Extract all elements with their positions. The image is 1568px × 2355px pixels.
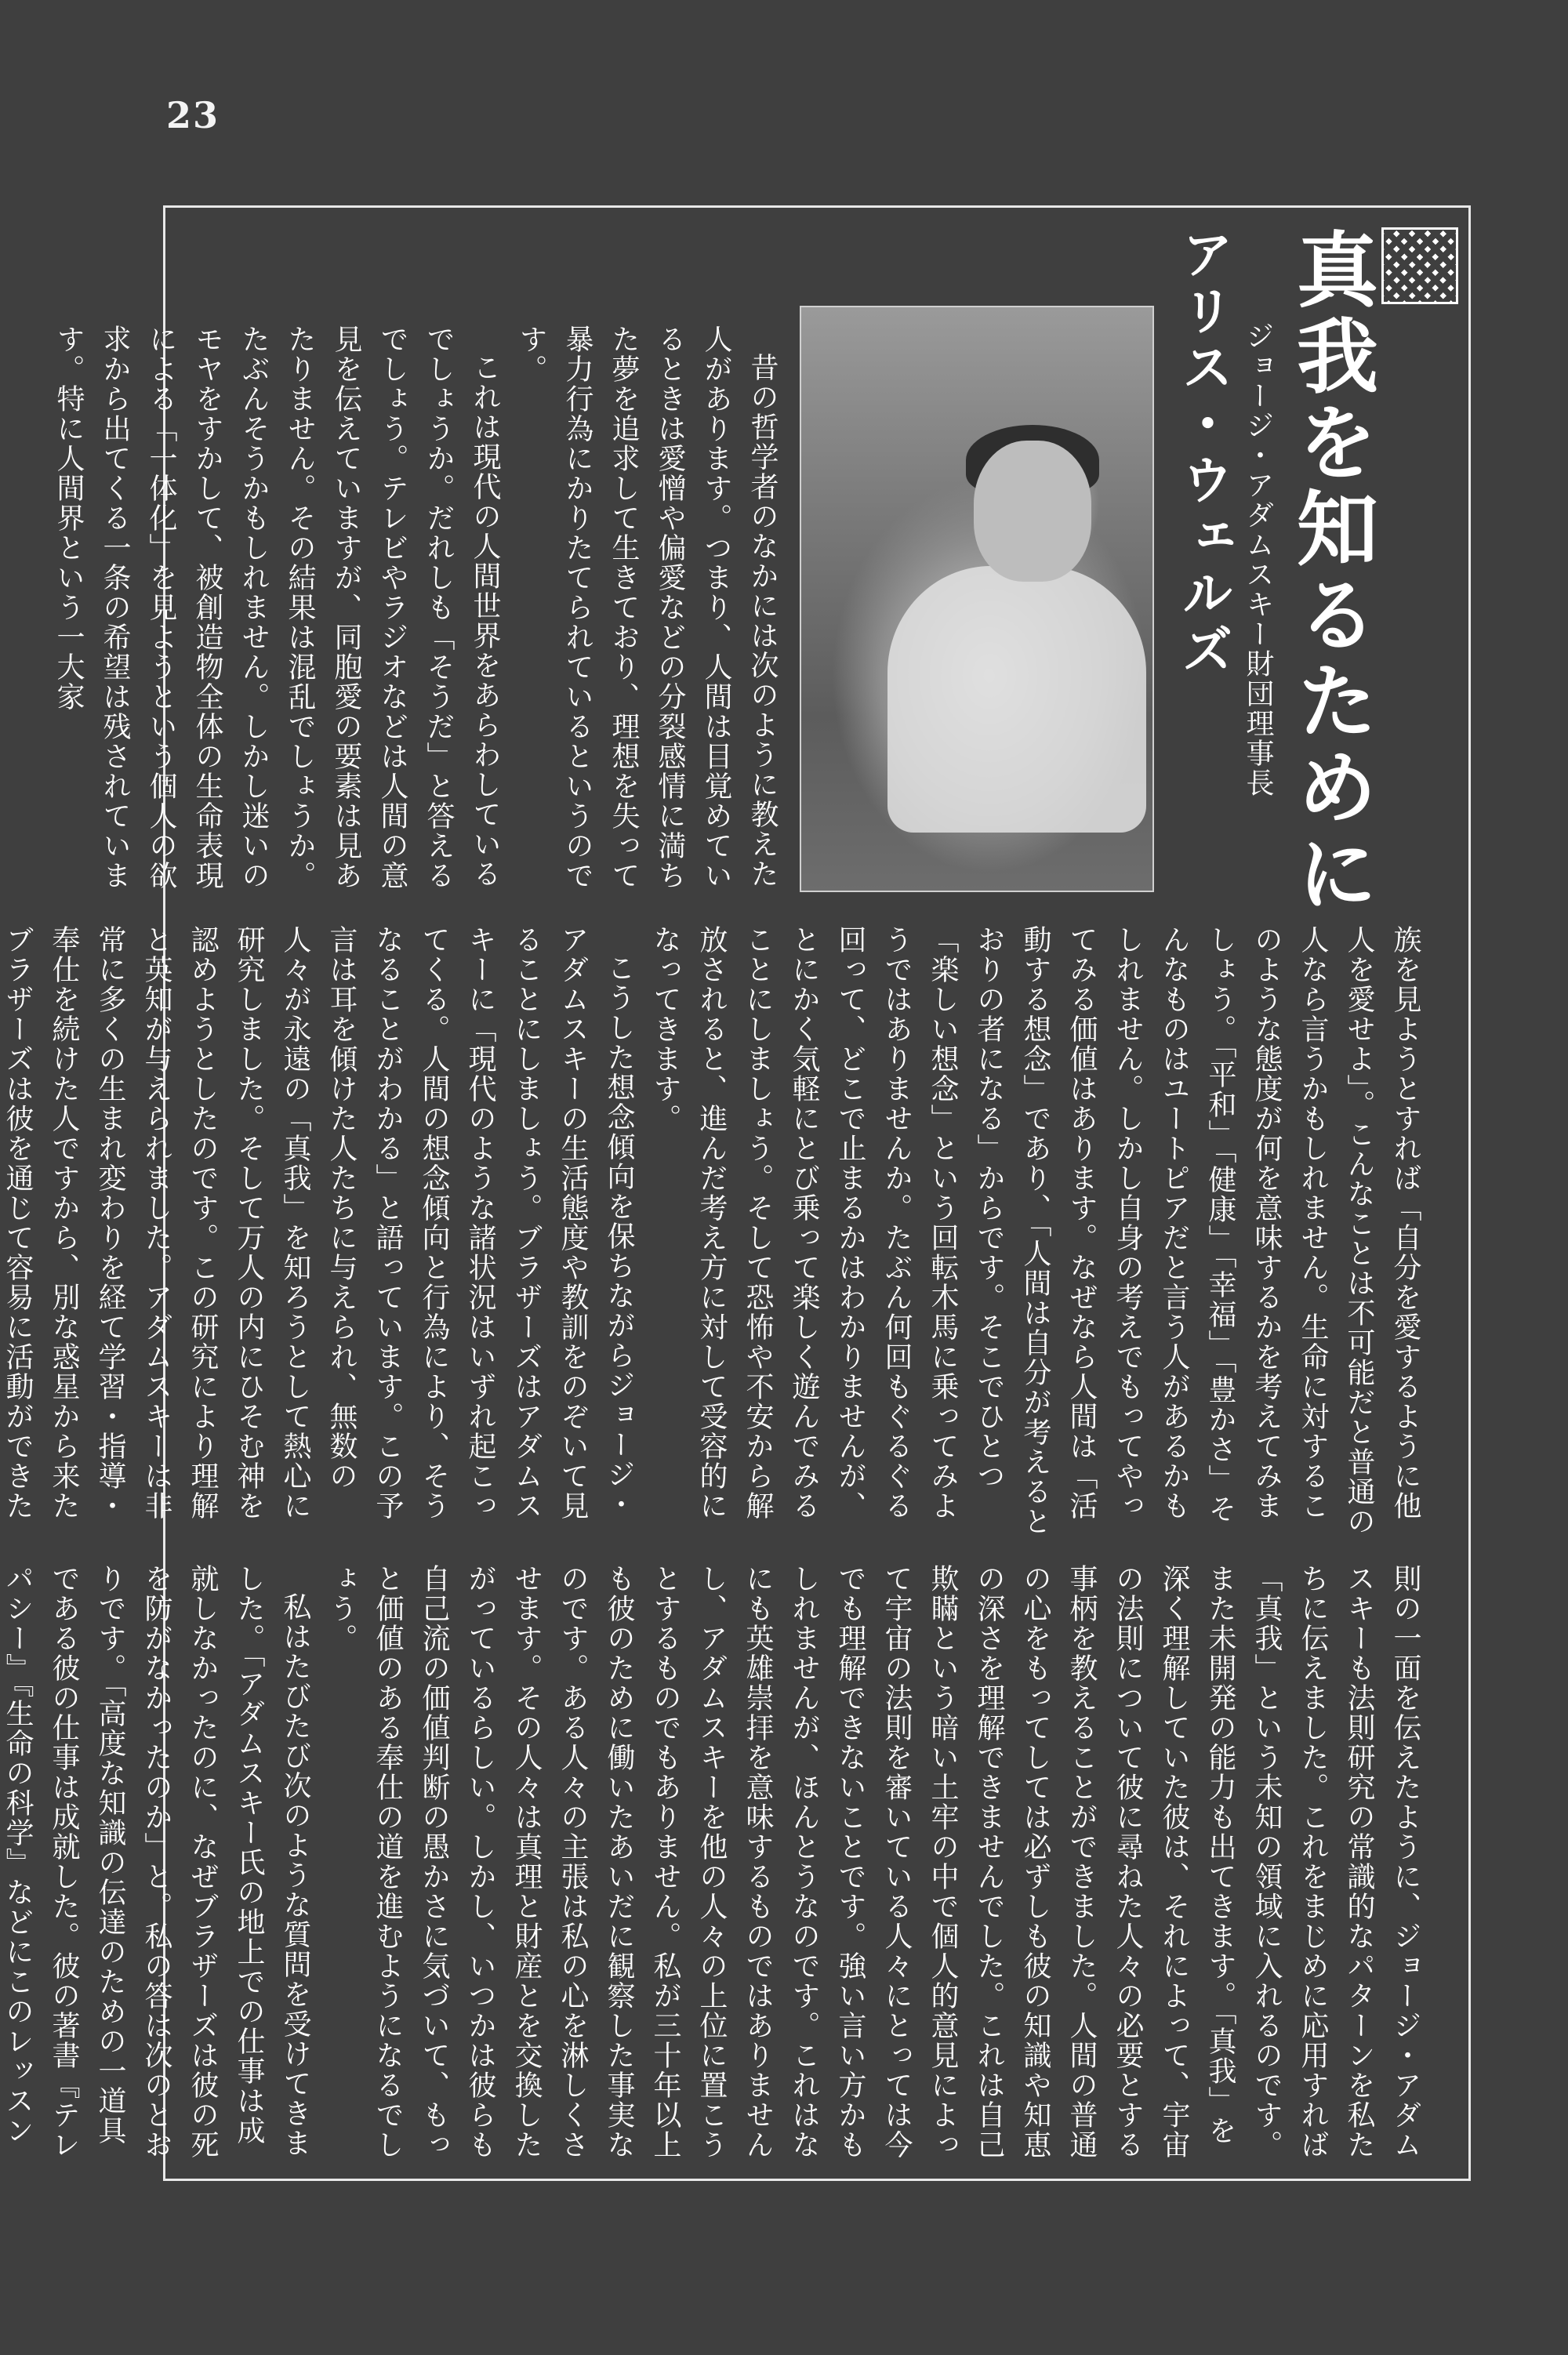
page-number: 23 (166, 94, 220, 136)
photo-dress (887, 566, 1146, 833)
crosshatch-ornament-icon (1381, 227, 1458, 304)
column-top-left (53, 325, 786, 893)
column-middle (2, 925, 1428, 1537)
column-bottom (2, 1564, 1428, 2160)
paragraph: 族を見ようとすれば「自分を愛するように他人を愛せよ」。こんなことは不可能だと普通の人なら言うかもしれません。生命に対するこのような態度が何を意味するかを考えてみましょう。「平和」「健康」「幸福」「豊かさ」そんなものはユートピアだと言う人があるかもしれません。しかし自身の考えでもってやってみる価値はあります。なぜなら人間は「活動する想念」であり、「人間は自分が考えるとおりの者になる」からです。そこでひとつ「楽しい想念」という回転木馬に乗ってみようではありませんか。たぶん何回もぐるぐる回って、どこで止まるかはわかりませんが、とにかく気軽にとび乗って楽しく遊んでみることにしましょう。そして恐怖や不安から解放されると、進んだ考え方に対して受容的になってきます。 (649, 925, 1421, 1537)
paragraph: 私はたびたび次のような質問を受けてきました。「アダムスキー氏の地上での仕事は成就しなかったのに、なぜブラザーズは彼の死を防がなかったのか」と。私の答は次のとおりです。「高度な知識の伝達のための一道具である彼の仕事は成就した。彼の著書『テレパシー』『生命の科学』などにこのレッスン (2, 1564, 311, 2160)
portrait-photo (800, 306, 1154, 892)
title-block (1173, 227, 1458, 917)
photo-face (974, 441, 1091, 582)
article-title: 真我を知るために (1283, 227, 1379, 917)
paragraph: こうした想念傾向を保ちながらジョージ・アダムスキーの生活態度や教訓をのぞいて見ることにしましょう。ブラザーズはアダムスキーに「現代のような諸状況はいずれ起こってくる。人間の想念傾向と行為により、そうなることがわかる」と語っています。この予言は耳を傾けた人たちに与えられ、無数の人々が永遠の「真我」を知ろうとして熱心に研究しました。そして万人の内にひそむ神を認めようとしたのです。この研究により理解と英知が与えられました。アダムスキーは非常に多くの生まれ変わりを経て学習・指導・奉仕を続けた人ですから、別な惑星から来たブラザーズは彼を通じて容易に活動ができた (2, 925, 635, 1521)
paragraph: 昔の哲学者のなかには次のように教えた人があります。つまり、人間は目覚めているときは愛憎や偏愛などの分裂感情に満ちた夢を追求して生きており、理想を失って暴力行為にかりたてられているというのです。 (515, 325, 779, 891)
author-name: アリス・ウェルズ (1173, 227, 1234, 679)
author-affiliation: ジョージ・アダムスキー財団理事長 (1242, 321, 1274, 798)
paragraph: 則の一面を伝えたように、ジョージ・アダムスキーも法則研究の常識的なパターンを私たちに伝えました。これをまじめに応用すれば「真我」という未知の領域に入れるのです。また未開発の能力も出てきます。「真我」を深く理解していた彼は、それによって、宇宙の法則について彼に尋ねた人々の必要とする事柄を教えることができました。人間の普通の心をもってしては必ずしも彼の知識や知恵の深さを理解できませんでした。これは自己欺瞞という暗い土牢の中で個人的意見によって宇宙の法則を審いている人々にとっては今でも理解できないことです。強い言い方かもしれませんが、ほんとうなのです。これはなにも英雄崇拝を意味するものではありませんし、アダムスキーを他の人々の上位に置こうとするものでもありません。私が三十年以上も彼のために働いたあいだに観察した事実なのです。ある人々の主張は私の心を淋しくさせます。その人々は真理と財産とを交換したがっているらしい。しかし、いつかは彼らも自己流の価値判断の愚かさに気づいて、もっと価値のある奉仕の道を進むようになるでしょう。 (325, 1564, 1421, 2160)
paragraph: これは現代の人間世界をあらわしているでしょうか。だれしも「そうだ」と答えるでしょう。テレビやラジオなどは人間の意見を伝えていますが、同胞愛の要素は見あたりません。その結果は混乱でしょうか。たぶんそうかもしれません。しかし迷いのモヤをすかして、被創造物全体の生命表現による「一体化」を見ようという個人の欲求から出てくる一条の希望は残されています。特に人間界という一大家 (53, 325, 501, 891)
